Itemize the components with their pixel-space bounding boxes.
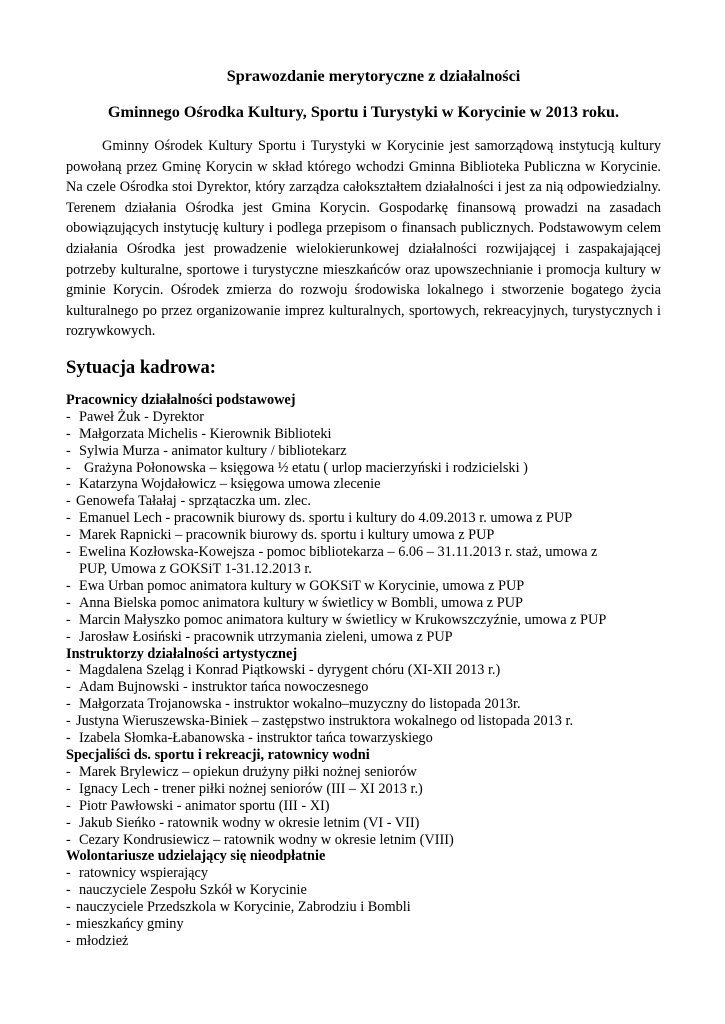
- list-dash: -: [66, 780, 71, 797]
- list-item-text: nauczyciele Zespołu Szkół w Korycinie: [79, 882, 307, 899]
- list-item-text: Cezary Kondrusiewicz – ratownik wodny w okresie letnim (VIII): [79, 831, 454, 848]
- list-item: [66, 696, 661, 713]
- list-dash: -: [66, 882, 71, 899]
- group-heading-basic-staff: Pracownicy działalności podstawowej: [66, 391, 296, 408]
- list-item: [66, 798, 661, 815]
- list-item-text: Katarzyna Wojdałowicz – księgowa umowa zlecenie: [79, 476, 381, 493]
- list-item-text: ratownicy wspierający: [79, 865, 209, 882]
- list-dash: -: [66, 932, 71, 949]
- list-dash: -: [66, 459, 71, 476]
- list-item: [66, 510, 661, 527]
- list-dash: -: [66, 594, 71, 611]
- list-item-text: Paweł Żuk - Dyrektor: [79, 408, 205, 425]
- list-item-text: Małgorzata Michelis - Kierownik Biblioteki: [79, 425, 332, 442]
- list-dash: -: [66, 797, 71, 814]
- list-item-text: mieszkańcy gminy: [76, 916, 184, 933]
- list-item: [66, 815, 661, 832]
- list-item-text: Jarosław Łosiński - pracownik utrzymania zieleni, umowa z PUP: [79, 628, 453, 645]
- list-item-text: Marcin Małyszko pomoc animatora kultury w świetlicy w Krukowszczyźnie, umowa z PUP: [79, 611, 607, 628]
- report-title: Sprawozdanie merytoryczne z działalności: [226, 67, 521, 85]
- list-dash: -: [66, 730, 71, 747]
- report-subtitle: Gminnego Ośrodka Kultury, Sportu i Turystyki w Korycinie w 2013 roku.: [107, 103, 620, 121]
- list-dash: -: [66, 865, 71, 882]
- list-item-text: Genowefa Tałałaj - sprzątaczka um. zlec.: [76, 493, 311, 510]
- list-dash: -: [66, 696, 71, 713]
- list-item: [66, 409, 661, 426]
- list-item: [66, 612, 661, 629]
- list-item-text: młodzież: [76, 932, 129, 949]
- list-item: [66, 629, 661, 646]
- list-item: [66, 899, 661, 916]
- list-item-text: nauczyciele Przedszkola w Korycinie, Zabrodziu i Bombli: [76, 899, 411, 916]
- group-heading-sport-specialists: Specjaliści ds. sportu i rekreacji, ratownicy wodni: [66, 746, 370, 763]
- list-dash: -: [66, 577, 71, 594]
- list-item: [66, 578, 661, 595]
- list-item: [66, 662, 661, 679]
- list-item-text: Adam Bujnowski - instruktor tańca nowoczesnego: [79, 679, 369, 696]
- list-item-text: Ignacy Lech - trener piłki nożnej seniorów (III – XI 2013 r.): [79, 780, 423, 797]
- list-dash: -: [66, 476, 71, 493]
- list-item: [66, 916, 661, 933]
- list-dash: -: [66, 662, 71, 679]
- list-dash: -: [66, 442, 71, 459]
- list-item: [66, 476, 661, 493]
- list-dash: -: [66, 679, 71, 696]
- list-item: [66, 426, 661, 443]
- list-dash: -: [66, 763, 71, 780]
- list-item: [66, 713, 661, 730]
- list-item-text: Grażyna Połonowska – księgowa ½ etatu ( urlop macierzyński i rodzicielski ): [84, 459, 528, 476]
- group-heading-art-instructors: Instruktorzy działalności artystycznej: [66, 645, 298, 662]
- list-item: [66, 443, 661, 460]
- list-item-text: Ewelina Kozłowska-Kowejsza - pomoc bibliotekarza – 6.06 – 31.11.2013 r. staż, umowa z: [79, 544, 598, 561]
- list-item: [66, 493, 661, 510]
- list-item: [66, 781, 661, 798]
- list-dash: -: [66, 831, 71, 848]
- list-dash: -: [66, 544, 71, 561]
- list-item: [66, 730, 661, 747]
- list-item-text: Małgorzata Trojanowska - instruktor wokalno–muzyczny do listopada 2013r.: [79, 696, 521, 713]
- staff-list: [66, 392, 661, 950]
- list-item-text: Justyna Wieruszewska-Biniek – zastępstwo instruktora wokalnego od listopada 2013 r.: [76, 713, 574, 730]
- list-dash: -: [66, 899, 71, 916]
- list-dash: -: [66, 510, 71, 527]
- list-dash: -: [66, 628, 71, 645]
- list-item-text: Marek Rapnicki – pracownik biurowy ds. sportu i kultury umowa z PUP: [79, 527, 495, 544]
- list-item: [66, 865, 661, 882]
- list-dash: -: [66, 713, 71, 730]
- list-item-text: Izabela Słomka-Łabanowska - instruktor tańca towarzyskiego: [79, 730, 433, 747]
- list-item-text: Ewa Urban pomoc animatora kultury w GOKSiT w Korycinie, umowa z PUP: [79, 577, 525, 594]
- list-item: [66, 527, 661, 544]
- list-item-text: Marek Brylewicz – opiekun drużyny piłki nożnej seniorów: [79, 763, 417, 780]
- list-dash: -: [66, 425, 71, 442]
- staff-section-heading: Sytuacja kadrowa:: [66, 356, 216, 378]
- list-item-text: Magdalena Szeląg i Konrad Piątkowski - dyrygent chóru (XI-XII 2013 r.): [79, 662, 501, 679]
- list-item-text: Jakub Sieńko - ratownik wodny w okresie letnim (VI - VII): [79, 814, 420, 831]
- list-dash: -: [66, 611, 71, 628]
- list-dash: -: [66, 527, 71, 544]
- intro-paragraph: Gminny Ośrodek Kultury Sportu i Turystyki w Korycinie jest samorządową instytucją kultury powołaną przez Gminę Korycin w skład którego wchodzi Gminna Biblioteka Publiczna w Korycinie. Na czele Ośrodka stoi Dyrektor, który zarządza całokształtem działalności i jest za nią odpowiedzialny. Terenem działania Ośrodka jest Gmina Korycin. Gospodarkę finansową prowadzi na zasadach obowiązujących instytucję kultury i podlega przepisom o finansach publicznych. Podstawowym celem działania Ośrodka jest prowadzenie wielokierunkowej działalności rozwijającej i zaspakajającej potrzeby kulturalne, sportowe i turystyczne mieszkańców oraz upowszechnianie i promocja kultury w gminie Korycin. Ośrodek zmierza do rozwoju środowiska lokalnego i stworzenie bogatego życia kulturalnego po przez organizowanie imprez kulturalnych, sportowych, rekreacyjnych, turystycznych i rozrywkowych.: [66, 138, 661, 340]
- list-item-text: Emanuel Lech - pracownik biurowy ds. sportu i kultury do 4.09.2013 r. umowa z PUP: [79, 510, 573, 527]
- list-dash: -: [66, 408, 71, 425]
- list-item-text: Piotr Pawłowski - animator sportu (III - XI): [79, 797, 330, 814]
- list-item-text: Sylwia Murza - animator kultury / bibliotekarz: [79, 442, 347, 459]
- list-item-continuation: PUP, Umowa z GOKSiT 1-31.12.2013 r.: [79, 561, 312, 577]
- list-item: [66, 595, 661, 612]
- list-dash: -: [66, 493, 71, 510]
- list-dash: -: [66, 916, 71, 933]
- list-item: [66, 832, 661, 849]
- list-item: [66, 882, 661, 899]
- list-dash: -: [66, 814, 71, 831]
- list-item: [66, 764, 661, 781]
- group-heading-volunteers: Wolontariusze udzielający się nieodpłatnie: [66, 848, 326, 865]
- list-item: [66, 544, 661, 561]
- list-item: [66, 933, 661, 950]
- list-item: [66, 679, 661, 696]
- list-item: [66, 460, 661, 477]
- list-item-text: Anna Bielska pomoc animatora kultury w świetlicy w Bombli, umowa z PUP: [79, 594, 523, 611]
